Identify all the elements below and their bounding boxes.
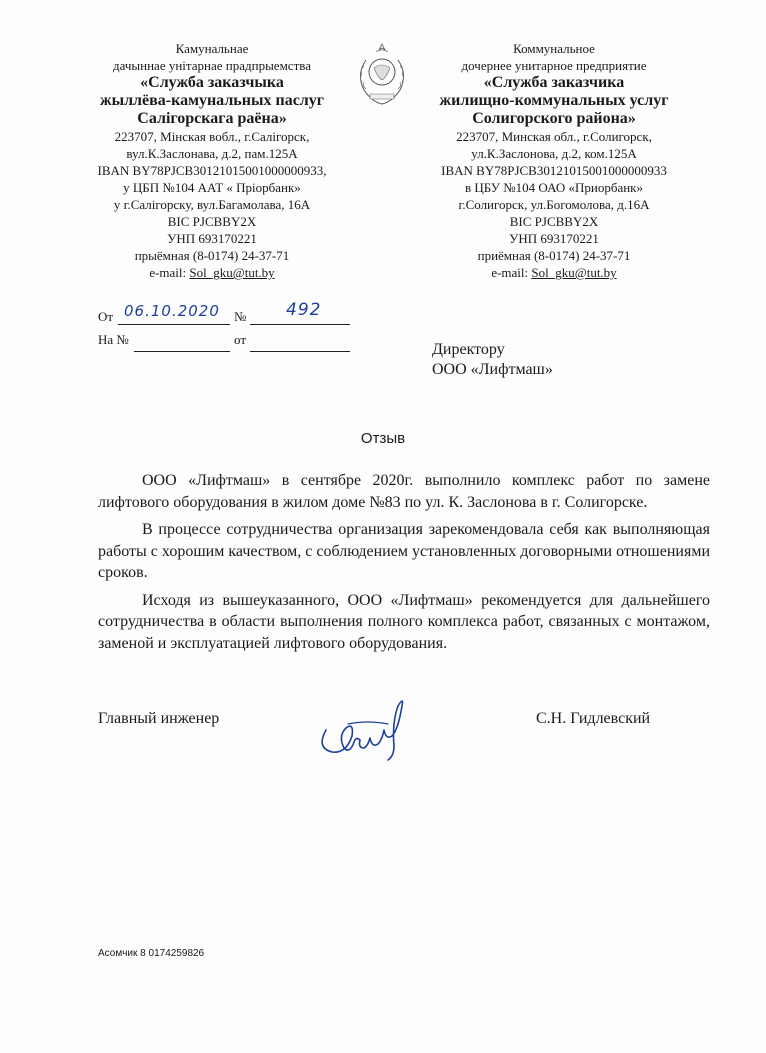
- email-label: e-mail:: [491, 265, 529, 280]
- header-line: ул.К.Заслонова, д.2, ком.125А: [471, 146, 637, 161]
- addressee: [432, 340, 553, 380]
- reg-to-label: На №: [98, 332, 129, 347]
- header-line: IBAN BY78PJCB30121015001000000933,: [97, 163, 327, 178]
- signatory-name: С.Н. Гидлевский: [536, 710, 651, 727]
- header-line: BIC PJCBBY2X: [167, 214, 257, 229]
- email-line: [62, 264, 362, 281]
- header-line: у г.Салігорску, вул.Багамолава, 16А: [113, 197, 311, 212]
- header-line: УНП 693170221: [167, 231, 257, 246]
- reg-number-label: №: [234, 309, 247, 324]
- reg-date-line: [118, 324, 230, 325]
- org-name-line: «Служба заказчыка: [140, 74, 284, 91]
- header-line: дочернее унитарное предприятие: [461, 58, 647, 73]
- header-line: приёмная (8-0174) 24-37-71: [477, 248, 631, 263]
- handwritten-signature-icon: [308, 690, 428, 770]
- header-line: Коммунальное: [513, 41, 595, 56]
- header-line: в ЦБУ №104 ОАО «Приорбанк»: [464, 180, 643, 195]
- header-line: у ЦБП №104 ААТ « Пріорбанк»: [123, 180, 301, 195]
- letter-body: [98, 470, 710, 660]
- header-line: 223707, Минская обл., г.Солигорск,: [456, 129, 652, 144]
- document-title: Отзыв: [360, 430, 406, 447]
- reg-number-line: [250, 324, 350, 325]
- reg-date-value: 06.10.2020: [124, 302, 220, 320]
- body-paragraph: В процессе сотрудничества организация зарекомендовала себя как выполняющая работы с хорошим качеством, с соблюдением установленных договорными отношениями сроков.: [98, 521, 710, 581]
- header-line: г.Солигорск, ул.Богомолова, д.16А: [458, 197, 650, 212]
- org-name-line: жыллёва-камунальных паслуг: [99, 92, 325, 109]
- reg-to-date-line: [250, 351, 350, 352]
- header-line: Камунальнае: [175, 41, 249, 56]
- emblem-icon: [352, 38, 412, 108]
- body-paragraph: ООО «Лифтмаш» в сентябре 2020г. выполнило комплекс работ по замене лифтового оборудования в жилом доме №83 по ул. К. Заслонова в г. Солигорске.: [98, 472, 710, 511]
- signatory-role: Главный инженер: [98, 710, 220, 727]
- email-link[interactable]: Sol_gku@tut.by: [531, 265, 617, 280]
- reg-to-line: [134, 351, 230, 352]
- header-line: дачыннае унітарнае прадпрыемства: [113, 58, 311, 73]
- header-line: УНП 693170221: [509, 231, 599, 246]
- email-line: [404, 264, 704, 281]
- header-line: прыёмная (8-0174) 24-37-71: [134, 248, 290, 263]
- org-name-line: жилищно-коммунальных услуг: [439, 92, 669, 109]
- header-line: 223707, Мінская вобл., г.Салігорск,: [114, 129, 310, 144]
- header-line: IBAN BY78PJCB30121015001000000933: [441, 163, 667, 178]
- header-line: вул.К.Заслонава, д.2, пам.125А: [126, 146, 298, 161]
- reg-to-from-label: от: [234, 332, 247, 347]
- org-name-line: Солигорского района»: [472, 110, 636, 127]
- email-label: e-mail:: [149, 265, 187, 280]
- reg-from-label: От: [98, 309, 114, 324]
- body-paragraph: Исходя из вышеуказанного, ООО «Лифтмаш» рекомендуется для дальнейшего сотрудничества в области выполнения полного комплекса работ, связанных с монтажом, заменой и эксплуатацией лифтового оборудования.: [98, 591, 710, 652]
- reg-number-value: 492: [286, 300, 322, 320]
- email-link[interactable]: Sol_gku@tut.by: [189, 265, 275, 280]
- org-name-line: Салігорскага раёна»: [137, 110, 287, 127]
- addressee-line: ООО «Лифтмаш»: [432, 361, 553, 378]
- addressee-line: Директору: [432, 341, 505, 358]
- header-left: [62, 40, 362, 281]
- header-line: BIC PJCBBY2X: [509, 214, 599, 229]
- executor-footer: Асомчик 8 0174259826: [98, 948, 205, 959]
- header-right: [404, 40, 704, 281]
- org-name-line: «Служба заказчика: [483, 74, 625, 91]
